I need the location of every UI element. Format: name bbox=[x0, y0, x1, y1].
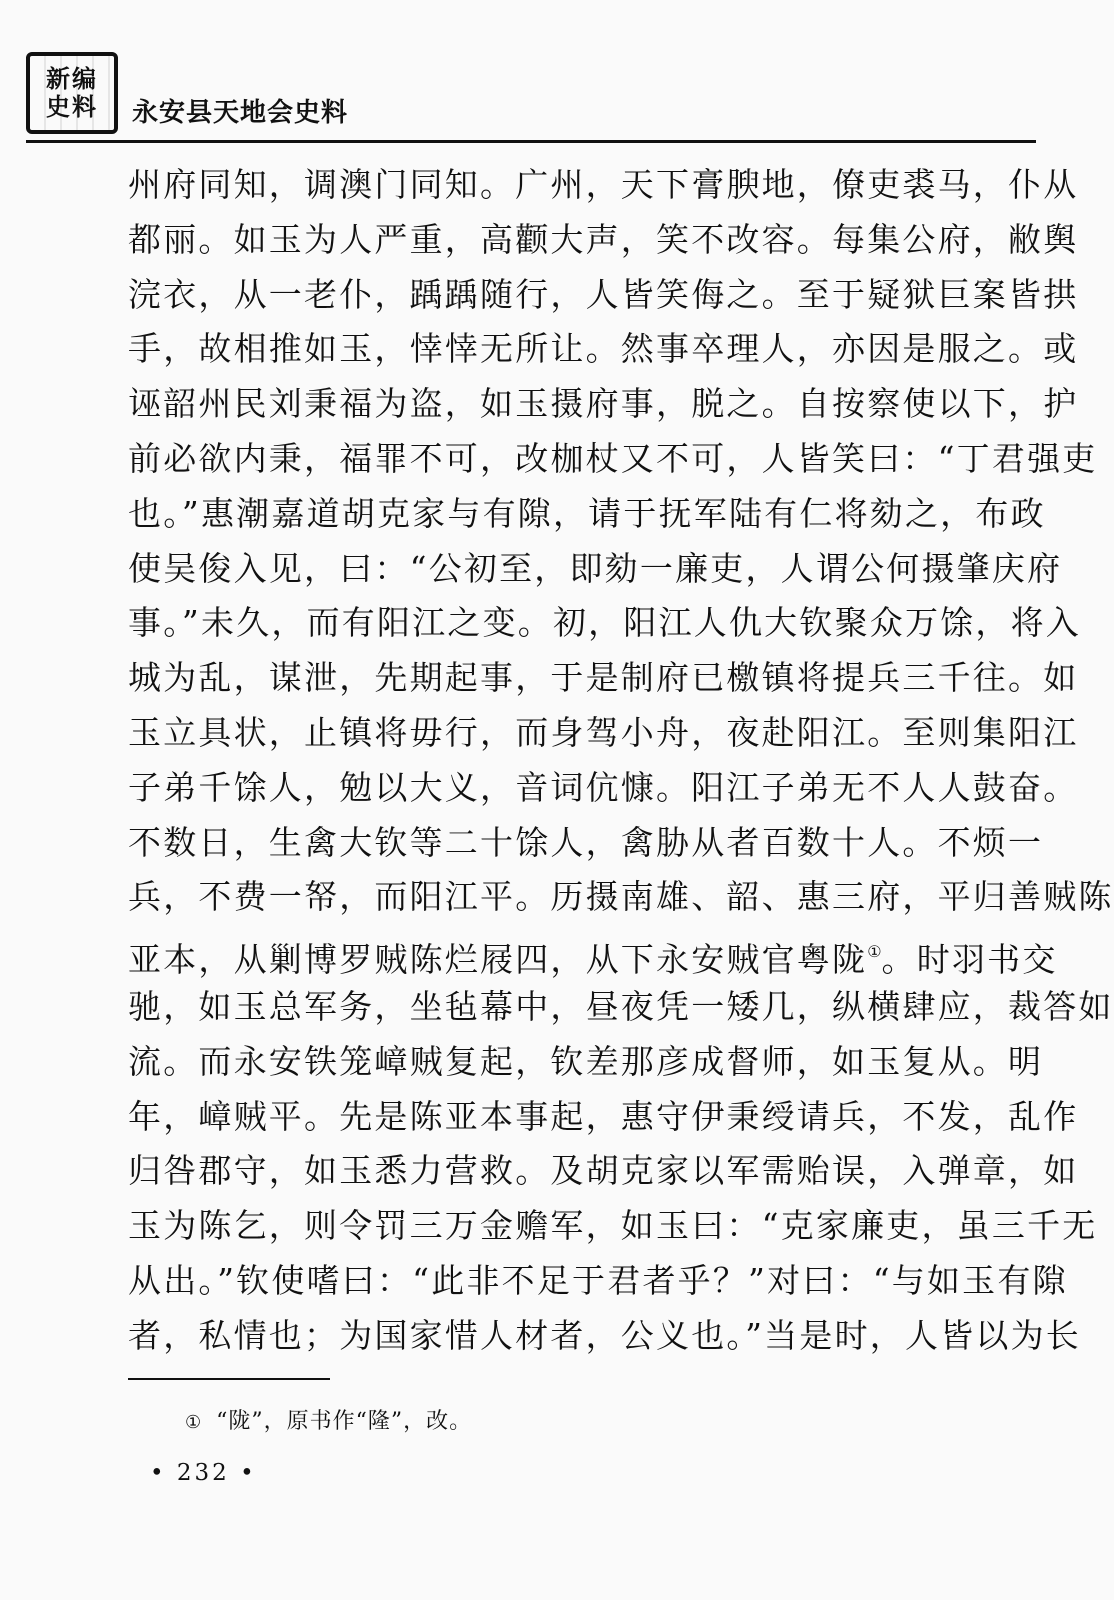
body-line: 诬韶州民刘秉福为盗，如玉摄府事，脱之。自按察使以下，护 bbox=[128, 384, 1079, 424]
body-line: 也。”惠潮嘉道胡克家与有隙，请于抚军陆有仁将劾之，布政 bbox=[128, 493, 1046, 533]
footnote-text: “陇”，原书作“隆”，改。 bbox=[216, 1409, 473, 1434]
body-line: 从出。”钦使嗜曰：“此非不足于君者乎？”对曰：“与如玉有隙 bbox=[128, 1260, 1068, 1300]
body-line: 玉为陈乞，则令罚三万金赡军，如玉曰：“克家廉吏，虽三千无 bbox=[128, 1206, 1098, 1246]
line-text-before-note: 亚本，从剿博罗贼陈烂屐四，从下永安贼官粤陇 bbox=[128, 940, 868, 980]
body-line: 都丽。如玉为人严重，高颧大声，笑不改容。每集公府，敝舆 bbox=[128, 219, 1079, 259]
footnote-rule bbox=[128, 1378, 330, 1380]
body-line: 前必欲内秉，福罪不可，改枷杖又不可，人皆笑曰：“丁君强吏 bbox=[128, 438, 1098, 478]
body-line: 使吴俊入见，曰：“公初至，即劾一廉吏，人谓公何摄肇庆府 bbox=[128, 548, 1063, 588]
body-line: 州府同知，调澳门同知。广州，天下膏腴地，僚吏裘马，仆从 bbox=[128, 165, 1079, 204]
body-line: 玉立具状，止镇将毋行，而身驾小舟，夜赴阳江。至则集阳江 bbox=[128, 712, 1079, 752]
body-text bbox=[128, 158, 1114, 1364]
footnote-mark: ① bbox=[185, 1412, 203, 1433]
body-line: 城为乱，谋泄，先期起事，于是制府已檄镇将提兵三千往。如 bbox=[128, 658, 1079, 698]
running-title: 永安县天地会史料 bbox=[132, 98, 349, 128]
body-line: 归咎郡守，如玉悉力营救。及胡克家以军需贻误，入弹章，如 bbox=[128, 1151, 1079, 1191]
body-line: 子弟千馀人，勉以大义，音词伉慷。阳江子弟无不人人鼓奋。 bbox=[128, 767, 1079, 807]
page-number: • 232 • bbox=[150, 1460, 257, 1486]
footnote-reference: ① bbox=[867, 942, 882, 962]
body-line: 者，私情也；为国家惜人材者，公义也。”当是时，人皆以为长 bbox=[128, 1315, 1081, 1355]
body-line: 兵，不费一帑，而阳江平。历摄南雄、韶、惠三府，平归善贼陈 bbox=[128, 877, 1114, 917]
body-line: 流。而永安铁笼嶂贼复起，钦差那彦成督师，如玉复从。明 bbox=[128, 1041, 1044, 1081]
header-rule bbox=[26, 140, 1036, 143]
seal-logo bbox=[26, 52, 118, 134]
body-line: 事。”未久，而有阳江之变。初，阳江人仇大钦聚众万馀，将入 bbox=[128, 603, 1081, 643]
body-line: 年，嶂贼平。先是陈亚本事起，惠守伊秉绶请兵，不发，乱作 bbox=[128, 1096, 1079, 1136]
footnote bbox=[185, 1404, 472, 1435]
body-line: 手，故相推如玉，悻悻无所让。然事卒理人，亦因是服之。或 bbox=[128, 329, 1079, 369]
body-line: 不数日，生禽大钦等二十馀人，禽胁从者百数十人。不烦一 bbox=[128, 822, 1044, 862]
body-line: 浣衣，从一老仆，踽踽随行，人皆笑侮之。至于疑狱巨案皆拱 bbox=[128, 274, 1079, 314]
body-line: 驰，如玉总军务，坐毡幕中，昼夜凭一矮几，纵横肆应，裁答如 bbox=[128, 986, 1114, 1026]
seal-text: 新编史料 bbox=[46, 65, 98, 121]
line-text-after-note: 。时羽书交 bbox=[881, 940, 1058, 980]
body-line-with-note bbox=[128, 925, 1058, 980]
